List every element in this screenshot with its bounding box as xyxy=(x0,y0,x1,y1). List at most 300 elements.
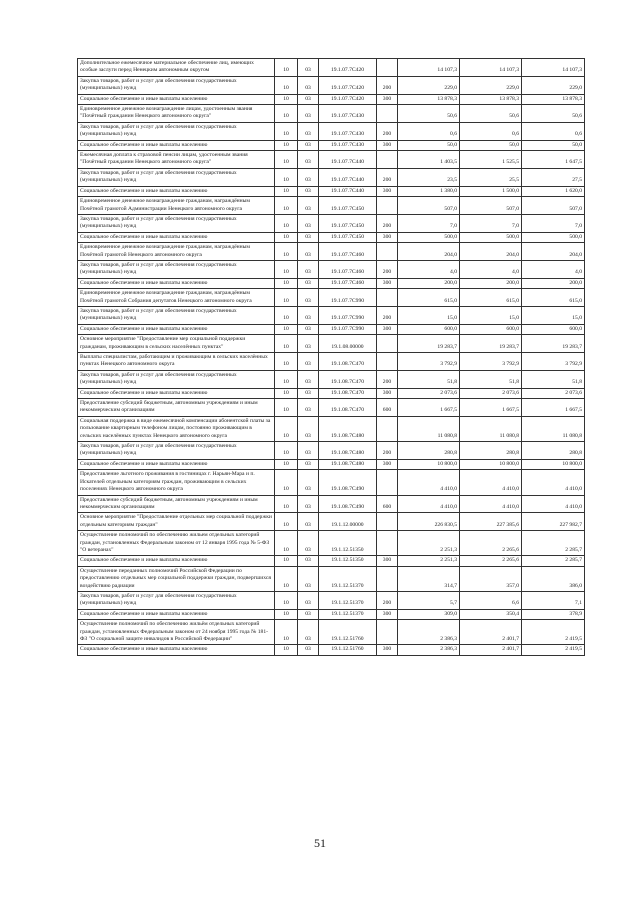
row-article: 19.1.07.7С420 xyxy=(319,94,377,104)
row-amount-2: 1 525,5 xyxy=(460,151,522,169)
row-expense-type xyxy=(377,513,398,531)
row-amount-2: 0,6 xyxy=(460,122,522,140)
row-amount-2: 13 878,3 xyxy=(460,94,522,104)
page-number: 51 xyxy=(314,836,326,850)
row-name: Закупка товаров, работ и услуг для обеспечения государственных (муниципальных) нужд xyxy=(78,214,275,232)
row-amount-1: 2 386,3 xyxy=(398,645,460,655)
row-name: Социальное обеспечение и иные выплаты населению xyxy=(78,278,275,288)
row-amount-2: 357,0 xyxy=(460,566,522,591)
row-name: Осуществление полномочий по обеспечению жильем отдельных категорий граждан, установленных Федеральным законом от 12 января 1995 года № 5-ФЗ "О ветеранах" xyxy=(78,531,275,556)
row-expense-type: 300 xyxy=(377,459,398,469)
row-name: Закупка товаров, работ и услуг для обеспечения государственных (муниципальных) нужд xyxy=(78,442,275,460)
row-expense-type: 200 xyxy=(377,76,398,94)
row-amount-2: 507,0 xyxy=(460,197,522,215)
row-amount-3: 280,8 xyxy=(522,442,585,460)
row-subsection: 03 xyxy=(298,470,319,495)
row-amount-1: 600,0 xyxy=(398,324,460,334)
row-article: 19.1.07.7С440 xyxy=(319,151,377,169)
row-article: 19.1.07.7С990 xyxy=(319,306,377,324)
row-amount-3: 378,9 xyxy=(522,609,585,619)
row-amount-2: 10 800,0 xyxy=(460,459,522,469)
row-section: 10 xyxy=(275,353,298,371)
row-section: 10 xyxy=(275,306,298,324)
row-expense-type xyxy=(377,620,398,645)
row-name: Выплаты специалистам, работающим и проживающим в сельских населённых пунктах Ненецкого автономного округа xyxy=(78,353,275,371)
row-amount-2: 50,0 xyxy=(460,140,522,150)
row-amount-1: 204,0 xyxy=(398,243,460,261)
row-section: 10 xyxy=(275,151,298,169)
row-section: 10 xyxy=(275,59,298,77)
row-subsection: 03 xyxy=(298,278,319,288)
row-amount-2: 14 107,3 xyxy=(460,59,522,77)
table-row xyxy=(78,306,585,324)
row-amount-1: 19 283,7 xyxy=(398,335,460,353)
row-name: Единовременное денежное вознаграждение лицам, удостоенным звания "Почётный гражданин Ненецкого автономного округа" xyxy=(78,105,275,123)
row-expense-type: 600 xyxy=(377,399,398,417)
row-expense-type: 200 xyxy=(377,214,398,232)
table-row xyxy=(78,260,585,278)
row-subsection: 03 xyxy=(298,645,319,655)
row-section: 10 xyxy=(275,324,298,334)
row-article: 19.1.08.7С470 xyxy=(319,370,377,388)
row-expense-type: 300 xyxy=(377,388,398,398)
table-row xyxy=(78,335,585,353)
row-section: 10 xyxy=(275,94,298,104)
table-row xyxy=(78,289,585,307)
row-name: Закупка товаров, работ и услуг для обеспечения государственных (муниципальных) нужд xyxy=(78,122,275,140)
row-amount-3: 4 410,0 xyxy=(522,495,585,513)
row-subsection: 03 xyxy=(298,620,319,645)
table-row xyxy=(78,186,585,196)
row-subsection: 03 xyxy=(298,531,319,556)
table-row xyxy=(78,470,585,495)
table-row xyxy=(78,370,585,388)
row-amount-2: 7,0 xyxy=(460,214,522,232)
row-amount-2: 2 401,7 xyxy=(460,645,522,655)
row-amount-2: 2 073,6 xyxy=(460,388,522,398)
row-amount-3: 11 080,8 xyxy=(522,416,585,441)
row-expense-type: 300 xyxy=(377,645,398,655)
row-amount-1: 314,7 xyxy=(398,566,460,591)
row-article: 19.1.07.7С450 xyxy=(319,214,377,232)
row-subsection: 03 xyxy=(298,353,319,371)
table-row xyxy=(78,399,585,417)
row-name: Закупка товаров, работ и услуг для обеспечения государственных (муниципальных) нужд xyxy=(78,306,275,324)
row-name: Предоставление субсидий бюджетным, автономным учреждениям и иным некоммерческим организациям xyxy=(78,399,275,417)
row-amount-3: 2 419,5 xyxy=(522,620,585,645)
row-article: 19.1.07.7С440 xyxy=(319,186,377,196)
row-article: 19.1.07.7С430 xyxy=(319,122,377,140)
row-amount-3: 14 107,3 xyxy=(522,59,585,77)
row-name: Закупка товаров, работ и услуг для обеспечения государственных (муниципальных) нужд xyxy=(78,76,275,94)
row-subsection: 03 xyxy=(298,197,319,215)
row-amount-3: 229,0 xyxy=(522,76,585,94)
row-subsection: 03 xyxy=(298,232,319,242)
row-article: 19.1.07.7С450 xyxy=(319,197,377,215)
row-amount-2: 51,8 xyxy=(460,370,522,388)
row-name: Социальное обеспечение и иные выплаты населению xyxy=(78,324,275,334)
row-expense-type: 200 xyxy=(377,306,398,324)
row-amount-1: 4 410,0 xyxy=(398,470,460,495)
table-row xyxy=(78,353,585,371)
row-amount-3: 1 667,5 xyxy=(522,399,585,417)
row-article: 19.1.08.7С470 xyxy=(319,388,377,398)
row-article: 19.1.08.7С470 xyxy=(319,399,377,417)
row-section: 10 xyxy=(275,442,298,460)
table-row xyxy=(78,278,585,288)
row-name: Социальное обеспечение и иные выплаты населению xyxy=(78,94,275,104)
row-amount-2: 500,0 xyxy=(460,232,522,242)
row-name: Социальное обеспечение и иные выплаты населению xyxy=(78,388,275,398)
row-article: 19.1.07.7С460 xyxy=(319,243,377,261)
row-section: 10 xyxy=(275,416,298,441)
table-row xyxy=(78,513,585,531)
row-expense-type: 200 xyxy=(377,260,398,278)
row-amount-1: 7,0 xyxy=(398,214,460,232)
table-row xyxy=(78,591,585,609)
row-expense-type: 300 xyxy=(377,609,398,619)
row-expense-type: 200 xyxy=(377,168,398,186)
row-subsection: 03 xyxy=(298,243,319,261)
row-expense-type: 300 xyxy=(377,140,398,150)
row-name: Дополнительное ежемесячное материальное обеспечение лиц, имеющих особые заслуги перед Ненецким автономным округом xyxy=(78,59,275,77)
row-amount-2: 4 410,0 xyxy=(460,470,522,495)
row-name: Ежемесячная доплата к страховой пенсии лицам, удостоенным звания "Почётный гражданин Ненецкого автономного округа" xyxy=(78,151,275,169)
row-article: 19.1.08.7С480 xyxy=(319,459,377,469)
row-amount-1: 1 380,0 xyxy=(398,186,460,196)
row-name: Предоставление субсидий бюджетным, автономным учреждениям и иным некоммерческим организациям xyxy=(78,495,275,513)
row-amount-3: 227 982,7 xyxy=(522,513,585,531)
row-amount-3: 19 283,7 xyxy=(522,335,585,353)
row-subsection: 03 xyxy=(298,609,319,619)
row-amount-3: 50,6 xyxy=(522,105,585,123)
row-section: 10 xyxy=(275,105,298,123)
row-amount-3: 500,0 xyxy=(522,232,585,242)
row-section: 10 xyxy=(275,214,298,232)
table-row xyxy=(78,324,585,334)
row-expense-type: 200 xyxy=(377,122,398,140)
table-row xyxy=(78,620,585,645)
row-section: 10 xyxy=(275,609,298,619)
row-expense-type xyxy=(377,353,398,371)
table-row xyxy=(78,214,585,232)
row-section: 10 xyxy=(275,370,298,388)
row-section: 10 xyxy=(275,289,298,307)
table-row xyxy=(78,168,585,186)
budget-sheet xyxy=(77,58,584,656)
row-amount-2: 227 385,6 xyxy=(460,513,522,531)
row-subsection: 03 xyxy=(298,442,319,460)
row-expense-type xyxy=(377,566,398,591)
row-section: 10 xyxy=(275,556,298,566)
row-amount-2: 6,6 xyxy=(460,591,522,609)
row-section: 10 xyxy=(275,495,298,513)
row-article: 19.1.07.7С430 xyxy=(319,140,377,150)
row-article: 19.1.08.7С490 xyxy=(319,470,377,495)
row-name: Закупка товаров, работ и услуг для обеспечения государственных (муниципальных) нужд xyxy=(78,260,275,278)
row-name: Осуществление переданных полномочий Российской Федерации по предоставлению отдельных мер социальной поддержки граждан, подвергшихся воздействию радиации xyxy=(78,566,275,591)
row-section: 10 xyxy=(275,335,298,353)
budget-table xyxy=(77,58,585,656)
row-name: Единовременное денежное вознаграждение гражданам, награждённым Почётной грамотой Собрания депутатов Ненецкого автономного округа xyxy=(78,289,275,307)
row-article: 19.1.12.51370 xyxy=(319,591,377,609)
row-amount-3: 1 620,0 xyxy=(522,186,585,196)
row-section: 10 xyxy=(275,620,298,645)
row-article: 19.1.07.7С420 xyxy=(319,76,377,94)
row-amount-1: 2 251,3 xyxy=(398,556,460,566)
row-name: Осуществление полномочий по обеспечению жильём отдельных категорий граждан, установленных Федеральным законом от 24 ноября 1995 года № 181-ФЗ "О социальной защите инвалидов в Российской Федерации" xyxy=(78,620,275,645)
row-section: 10 xyxy=(275,566,298,591)
row-amount-1: 2 386,3 xyxy=(398,620,460,645)
row-expense-type: 200 xyxy=(377,442,398,460)
row-article: 19.1.07.7С420 xyxy=(319,59,377,77)
row-article: 19.1.12.51350 xyxy=(319,531,377,556)
row-section: 10 xyxy=(275,278,298,288)
row-amount-3: 3 792,9 xyxy=(522,353,585,371)
row-article: 19.1.07.7С460 xyxy=(319,260,377,278)
row-amount-1: 309,0 xyxy=(398,609,460,619)
row-amount-2: 19 283,7 xyxy=(460,335,522,353)
row-article: 19.1.12.51760 xyxy=(319,620,377,645)
row-subsection: 03 xyxy=(298,459,319,469)
row-amount-3: 13 878,3 xyxy=(522,94,585,104)
row-amount-1: 50,6 xyxy=(398,105,460,123)
row-name: Социальное обеспечение и иные выплаты населению xyxy=(78,186,275,196)
row-amount-1: 50,0 xyxy=(398,140,460,150)
row-amount-3: 4 410,0 xyxy=(522,470,585,495)
row-amount-2: 2 265,6 xyxy=(460,556,522,566)
row-amount-1: 0,6 xyxy=(398,122,460,140)
row-subsection: 03 xyxy=(298,151,319,169)
row-article: 19.1.12.51350 xyxy=(319,556,377,566)
row-amount-2: 350,4 xyxy=(460,609,522,619)
row-article: 19.1.08.7С470 xyxy=(319,353,377,371)
budget-table-body xyxy=(78,59,585,656)
row-expense-type xyxy=(377,531,398,556)
row-amount-2: 280,8 xyxy=(460,442,522,460)
row-section: 10 xyxy=(275,186,298,196)
row-subsection: 03 xyxy=(298,495,319,513)
row-amount-3: 10 800,0 xyxy=(522,459,585,469)
row-name: Закупка товаров, работ и услуг для обеспечения государственных (муниципальных) нужд xyxy=(78,591,275,609)
row-name: Социальное обеспечение и иные выплаты населению xyxy=(78,556,275,566)
row-subsection: 03 xyxy=(298,168,319,186)
row-expense-type xyxy=(377,197,398,215)
row-subsection: 03 xyxy=(298,556,319,566)
row-subsection: 03 xyxy=(298,214,319,232)
row-section: 10 xyxy=(275,645,298,655)
row-amount-1: 226 830,5 xyxy=(398,513,460,531)
row-amount-3: 7,0 xyxy=(522,214,585,232)
row-section: 10 xyxy=(275,470,298,495)
row-amount-3: 0,6 xyxy=(522,122,585,140)
row-name: Основное мероприятие "Предоставление мер социальной поддержки гражданам, проживающим в сельских населённых пунктах" xyxy=(78,335,275,353)
row-article: 19.1.08.00000 xyxy=(319,335,377,353)
table-row xyxy=(78,140,585,150)
row-amount-2: 615,0 xyxy=(460,289,522,307)
row-amount-2: 15,0 xyxy=(460,306,522,324)
row-amount-2: 25,5 xyxy=(460,168,522,186)
row-amount-1: 13 878,3 xyxy=(398,94,460,104)
row-subsection: 03 xyxy=(298,388,319,398)
row-subsection: 03 xyxy=(298,324,319,334)
row-amount-3: 2 285,7 xyxy=(522,556,585,566)
table-row xyxy=(78,105,585,123)
row-section: 10 xyxy=(275,531,298,556)
row-expense-type: 300 xyxy=(377,324,398,334)
table-row xyxy=(78,645,585,655)
row-amount-3: 2 073,6 xyxy=(522,388,585,398)
row-amount-2: 4,0 xyxy=(460,260,522,278)
row-name: Социальное обеспечение и иные выплаты населению xyxy=(78,459,275,469)
row-amount-3: 50,0 xyxy=(522,140,585,150)
table-row xyxy=(78,232,585,242)
row-amount-3: 2 419,5 xyxy=(522,645,585,655)
row-expense-type xyxy=(377,289,398,307)
row-article: 19.1.12.00000 xyxy=(319,513,377,531)
row-article: 19.1.07.7С440 xyxy=(319,168,377,186)
row-article: 19.1.08.7С490 xyxy=(319,495,377,513)
row-expense-type: 300 xyxy=(377,556,398,566)
row-article: 19.1.07.7С430 xyxy=(319,105,377,123)
row-expense-type xyxy=(377,335,398,353)
row-name: Социальное обеспечение и иные выплаты населению xyxy=(78,232,275,242)
row-subsection: 03 xyxy=(298,289,319,307)
row-amount-1: 3 792,9 xyxy=(398,353,460,371)
row-subsection: 03 xyxy=(298,370,319,388)
row-amount-3: 1 647,5 xyxy=(522,151,585,169)
row-subsection: 03 xyxy=(298,335,319,353)
row-subsection: 03 xyxy=(298,76,319,94)
row-amount-2: 600,0 xyxy=(460,324,522,334)
row-expense-type: 600 xyxy=(377,495,398,513)
table-row xyxy=(78,388,585,398)
row-amount-3: 51,8 xyxy=(522,370,585,388)
row-amount-2: 3 792,9 xyxy=(460,353,522,371)
row-subsection: 03 xyxy=(298,260,319,278)
row-name: Единовременное денежное вознаграждение гражданам, награждённым Почётной грамотой Ненецкого автономного округа xyxy=(78,243,275,261)
row-article: 19.1.07.7С450 xyxy=(319,232,377,242)
row-name: Социальная поддержка в виде ежемесячной компенсации абонентской платы за пользование квартирным телефоном лицам, постоянно проживающим в сельских населённых пунктах Ненецкого автономного округа xyxy=(78,416,275,441)
row-subsection: 03 xyxy=(298,186,319,196)
row-section: 10 xyxy=(275,399,298,417)
row-amount-1: 2 073,6 xyxy=(398,388,460,398)
row-name: Основное мероприятие "Предоставление отдельных мер социальной поддержки отдельным категориям граждан" xyxy=(78,513,275,531)
table-row xyxy=(78,609,585,619)
row-expense-type xyxy=(377,105,398,123)
row-name: Единовременное денежное вознаграждение гражданам, награждённым Почётной грамотой Администрации Ненецкого автономного округа xyxy=(78,197,275,215)
row-section: 10 xyxy=(275,197,298,215)
row-subsection: 03 xyxy=(298,416,319,441)
row-amount-2: 200,0 xyxy=(460,278,522,288)
row-amount-2: 4 410,0 xyxy=(460,495,522,513)
table-row xyxy=(78,94,585,104)
row-section: 10 xyxy=(275,459,298,469)
row-expense-type xyxy=(377,59,398,77)
row-amount-3: 4,0 xyxy=(522,260,585,278)
table-row xyxy=(78,122,585,140)
row-section: 10 xyxy=(275,168,298,186)
row-subsection: 03 xyxy=(298,122,319,140)
row-article: 19.1.07.7С990 xyxy=(319,289,377,307)
row-amount-3: 2 285,7 xyxy=(522,531,585,556)
row-amount-1: 23,5 xyxy=(398,168,460,186)
row-section: 10 xyxy=(275,76,298,94)
row-subsection: 03 xyxy=(298,59,319,77)
row-amount-1: 2 251,3 xyxy=(398,531,460,556)
row-amount-1: 15,0 xyxy=(398,306,460,324)
row-amount-1: 1 403,5 xyxy=(398,151,460,169)
row-subsection: 03 xyxy=(298,399,319,417)
row-amount-3: 27,5 xyxy=(522,168,585,186)
row-article: 19.1.08.7С480 xyxy=(319,416,377,441)
table-row xyxy=(78,151,585,169)
row-amount-3: 204,0 xyxy=(522,243,585,261)
row-amount-2: 50,6 xyxy=(460,105,522,123)
row-amount-1: 507,0 xyxy=(398,197,460,215)
row-section: 10 xyxy=(275,140,298,150)
row-amount-1: 500,0 xyxy=(398,232,460,242)
row-name: Социальное обеспечение и иные выплаты населению xyxy=(78,645,275,655)
table-row xyxy=(78,59,585,77)
row-section: 10 xyxy=(275,232,298,242)
row-amount-3: 507,0 xyxy=(522,197,585,215)
row-section: 10 xyxy=(275,122,298,140)
row-amount-2: 1 500,0 xyxy=(460,186,522,196)
row-amount-1: 280,8 xyxy=(398,442,460,460)
row-subsection: 03 xyxy=(298,105,319,123)
row-subsection: 03 xyxy=(298,591,319,609)
row-section: 10 xyxy=(275,388,298,398)
row-amount-1: 5,7 xyxy=(398,591,460,609)
table-row xyxy=(78,495,585,513)
row-subsection: 03 xyxy=(298,566,319,591)
row-amount-2: 1 667,5 xyxy=(460,399,522,417)
row-article: 19.1.12.51760 xyxy=(319,645,377,655)
row-article: 19.1.07.7С990 xyxy=(319,324,377,334)
row-amount-1: 11 080,8 xyxy=(398,416,460,441)
row-name: Закупка товаров, работ и услуг для обеспечения государственных (муниципальных) нужд xyxy=(78,370,275,388)
row-section: 10 xyxy=(275,591,298,609)
row-expense-type: 200 xyxy=(377,591,398,609)
row-amount-3: 200,0 xyxy=(522,278,585,288)
row-amount-3: 7,1 xyxy=(522,591,585,609)
row-amount-1: 1 667,5 xyxy=(398,399,460,417)
row-amount-3: 615,0 xyxy=(522,289,585,307)
table-row xyxy=(78,459,585,469)
row-name: Социальное обеспечение и иные выплаты населению xyxy=(78,140,275,150)
row-amount-3: 15,0 xyxy=(522,306,585,324)
row-amount-1: 4,0 xyxy=(398,260,460,278)
row-expense-type xyxy=(377,416,398,441)
table-row xyxy=(78,197,585,215)
row-expense-type: 300 xyxy=(377,278,398,288)
row-subsection: 03 xyxy=(298,94,319,104)
row-amount-2: 204,0 xyxy=(460,243,522,261)
row-amount-2: 2 265,6 xyxy=(460,531,522,556)
row-name: Социальное обеспечение и иные выплаты населению xyxy=(78,609,275,619)
row-amount-1: 10 800,0 xyxy=(398,459,460,469)
row-expense-type: 200 xyxy=(377,370,398,388)
table-row xyxy=(78,556,585,566)
row-name: Закупка товаров, работ и услуг для обеспечения государственных (муниципальных) нужд xyxy=(78,168,275,186)
row-section: 10 xyxy=(275,513,298,531)
row-expense-type: 300 xyxy=(377,186,398,196)
row-article: 19.1.08.7С480 xyxy=(319,442,377,460)
row-expense-type: 300 xyxy=(377,232,398,242)
row-name: Предоставление льготного проживания в гостиницах г. Нарьян-Мара и п. Искателей отдельным категориям граждан, проживающим в сельских поселениях Ненецкого автономного округа xyxy=(78,470,275,495)
row-amount-1: 229,0 xyxy=(398,76,460,94)
